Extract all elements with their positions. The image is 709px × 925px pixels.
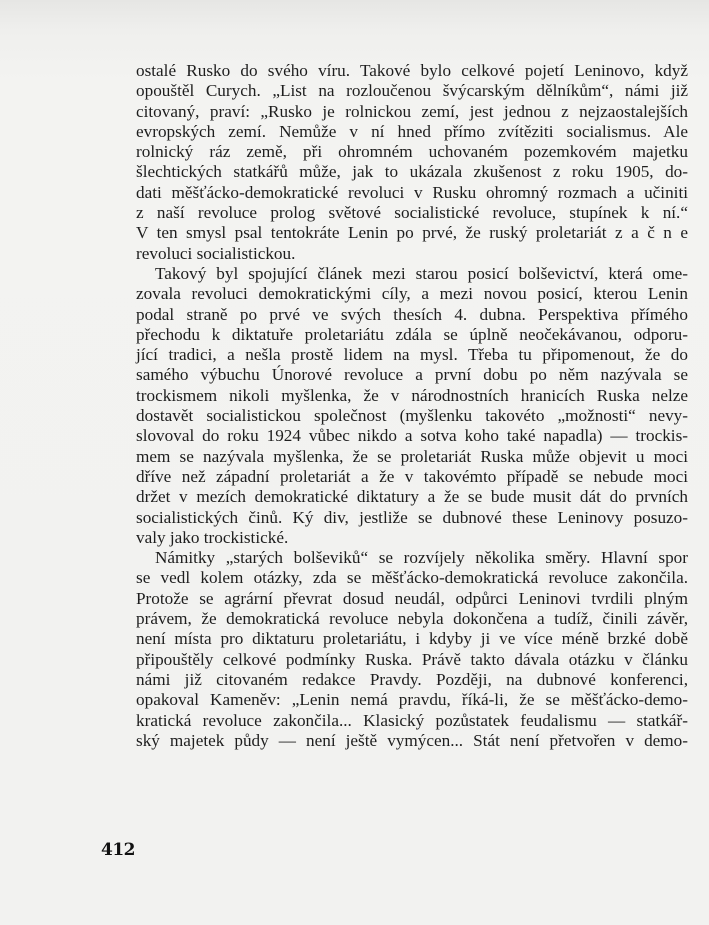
text-line: ský majetek půdy — není ještě vymýcen... Stát není přetvořen v demo- <box>136 730 688 750</box>
text-line: zovala revoluci demokratickými cíly, a mezi novou posicí, kterou Lenin <box>136 284 688 304</box>
text-line: valy jako trockistické. <box>136 527 289 547</box>
text-line: rolnický ráz země, při ohromném uchovaném pozemkovém majetku <box>136 142 688 162</box>
text-line: se vedl kolem otázky, zda se měšťácko-demokratická revoluce zakončila. <box>136 568 688 588</box>
text-line: Protože se agrární převrat dosud neudál, odpůrci Leninovi tvrdili plným <box>136 588 688 608</box>
text-line: citovaný, praví: „Rusko je rolnickou zemí, jest jednou z nejzaostalejších <box>136 101 688 121</box>
text-line: dostavět socialistickou společnost (myšlenku takovéto „možnosti“ nevy- <box>136 406 688 426</box>
text-line: právem, že demokratická revoluce nebyla dokončena a tudíž, činili závěr, <box>136 609 688 629</box>
page-number: 412 <box>101 840 135 860</box>
text-line: opakoval Kameněv: „Lenin nemá pravdu, říká-li, že se měšťácko-demo- <box>136 690 688 710</box>
paragraph-first-line: Takový byl spojující článek mezi starou posicí bolševictví, která ome- <box>155 263 688 283</box>
text-line: V ten smysl psal tentokráte Lenin po prvé, že ruský proletariát z a č n e <box>136 223 688 243</box>
paragraph-first-line: Námitky „starých bolševiků“ se rozvíjely několika směry. Hlavní spor <box>155 548 688 568</box>
text-line: kratická revoluce zakončila... Klasický pozůstatek feudalismu — statkář- <box>136 710 688 730</box>
text-line: jící tradici, a nešla prostě lidem na mysl. Třeba tu připomenout, že do <box>136 345 688 365</box>
text-line: trockismem nikoli myšlenka, že v národnostních hranicích Ruska nelze <box>136 385 688 405</box>
text-line: evropských zemí. Nemůže v ní hned přímo zvítěziti socialismus. Ale <box>136 121 688 141</box>
text-line: ostalé Rusko do svého víru. Takové bylo celkové pojetí Leninovo, když <box>136 61 688 80</box>
text-line: podal straně po prvé ve svých thesích 4. dubna. Perspektiva přímého <box>136 304 688 324</box>
text-line: námi již citovaném redakce Pravdy. Později, na dubnové konferenci, <box>136 669 688 689</box>
text-line: dati měšťácko-demokratické revoluci v Rusku ohromný rozmach a učiniti <box>136 182 688 202</box>
text-line: slovoval do roku 1924 vůbec nikdo a sotva koho také napadla) — trockis- <box>136 426 688 446</box>
text-line: připouštěly celkové podmínky Ruska. Právě takto dávala otázku v článku <box>136 649 688 669</box>
text-line: revoluci socialistickou. <box>136 243 296 263</box>
text-line: samého výbuchu Únorové revoluce a první dobu po něm nazývala se <box>136 365 688 385</box>
body-text <box>136 61 688 751</box>
text-line: držet v mezích demokratické diktatury a že se bude musit dát do prvních <box>136 487 688 507</box>
text-line: opouštěl Curych. „List na rozloučenou švýcarským dělníkům“, námi již <box>136 81 688 101</box>
text-line: z naší revoluce prolog světové socialistické revoluce, stupínek k ní.“ <box>136 203 688 223</box>
text-line: socialistických činů. Ký div, jestliže se dubnové these Leninovy posuzo- <box>136 507 688 527</box>
text-line: šlechtických statkářů může, jak to ukázala zkušenost z roku 1905, do- <box>136 162 688 182</box>
text-line: mem se nazývala myšlenka, že se proletariát Ruska může objevit u moci <box>136 446 688 466</box>
text-line: není místa pro diktaturu proletariátu, i kdyby ji ve více méně brzké době <box>136 629 688 649</box>
text-line: dříve než západní proletariát a že v takovémto případě se nebude moci <box>136 466 688 486</box>
text-line: přechodu k diktatuře proletariátu zdála se úplně neočekávanou, odporu- <box>136 324 688 344</box>
